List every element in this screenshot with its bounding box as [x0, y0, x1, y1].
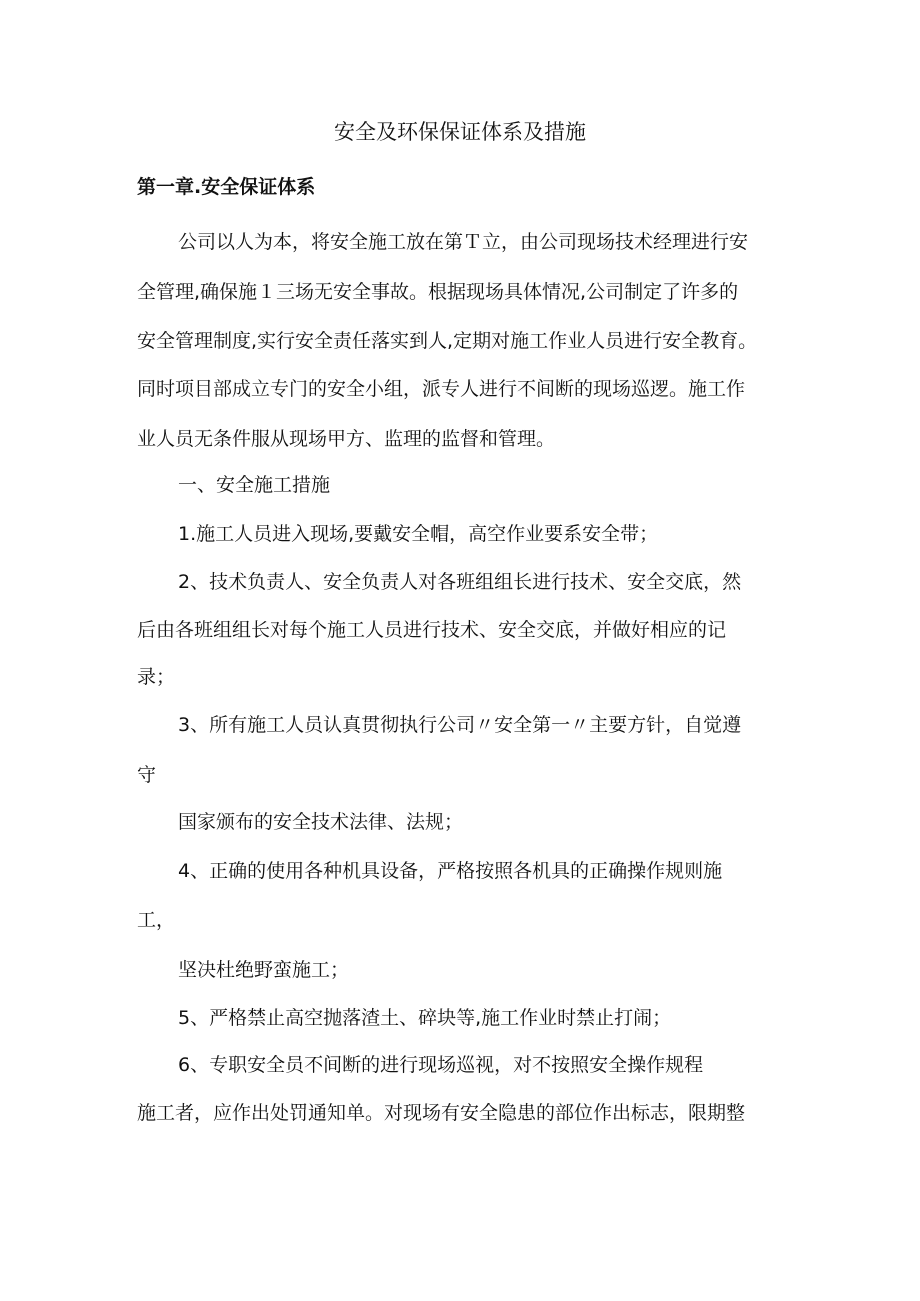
measure-line: 6、专职安全员不间断的进行现场巡视，对不按照安全操作规程	[178, 1054, 704, 1076]
measure-line: 后由各班组组长对每个施工人员进行技术、安全交底，并做好相应的记	[137, 619, 727, 641]
measure-line: 2、技术负责人、安全负责人对各班组组长进行技术、安全交底，然	[178, 571, 742, 593]
measure-line: 5、严格禁止高空抛落渣土、碎块等,施工作业时禁止打闹；	[178, 1007, 672, 1029]
measure-line: 1.施工人员进入现场,要戴安全帽，高空作业要系安全带；	[178, 523, 659, 545]
measure-line: 录；	[137, 666, 176, 688]
measure-line: 工，	[137, 909, 176, 931]
measure-line: 守	[137, 764, 157, 786]
intro-line: 同时项目部成立专门的安全小组，派专人进行不间断的现场巡逻。施工作	[137, 378, 746, 400]
chapter-heading: 第一章.安全保证体系	[137, 176, 316, 198]
section-heading: 一、安全施工措施	[178, 474, 331, 496]
measure-line: 3、所有施工人员认真贯彻执行公司〃安全第一〃主要方针，自觉遵	[178, 714, 742, 736]
intro-line: 安全管理制度,实行安全责任落实到人,定期对施工作业人员进行安全教育。	[137, 330, 758, 352]
intro-line: 全管理,确保施１三场无安全事故。根据现场具体情况,公司制定了许多的	[137, 281, 739, 303]
measure-line: 施工者，应作出处罚通知单。对现场有安全隐患的部位作出标志，限期整	[137, 1102, 746, 1124]
measure-line: 坚决杜绝野蛮施工；	[178, 959, 350, 981]
intro-line: 业人员无条件服从现场甲方、监理的监督和管理。	[137, 428, 556, 450]
document-title: 安全及环保保证体系及措施	[334, 120, 586, 144]
measure-line: 国家颁布的安全技术法律、法规；	[178, 811, 464, 833]
measure-line: 4、正确的使用各种机具设备，严格按照各机具的正确操作规则施	[178, 860, 723, 882]
intro-line: 公司以人为本，将安全施工放在第Ｔ立，由公司现场技术经理进行安	[178, 231, 749, 253]
